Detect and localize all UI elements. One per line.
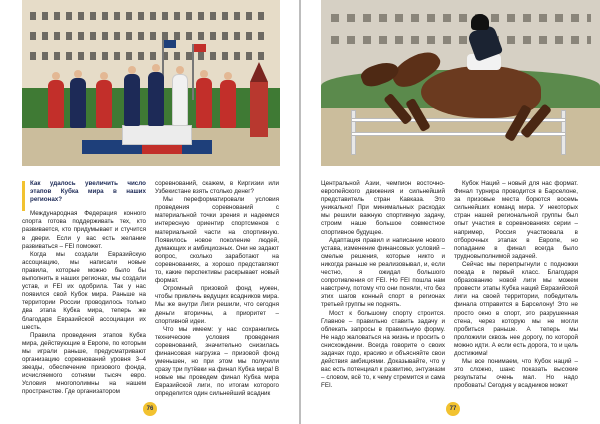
podium-photo (22, 0, 280, 166)
show-jumping-photo (321, 0, 600, 166)
left-column-1 (22, 180, 146, 396)
paragraph: Адаптация правил и написание нового устава, изменение финансовых условий – смелые решения, которые никто и никогда раньше не реализовывал, и, если честно, я ожидал большого сопротивления от FEI. Но FEI пошла нам навстречу, потому что они поняли, что без этих шагов конный спорт в регионах третьей группы не поднять. (321, 236, 445, 309)
paragraph: Мы переформатировали условия проведения соревнований с материальной точки зрения и надеемся интересную ориентир спортсменов с материальной части на спортивную. Появилось новое поколение людей, думающих и амбициозных. Они не задают вопрос, сколько заработают на соревнованиях, а хорошо представляют то, какие перспективы раскрывает новый формат. (155, 196, 279, 285)
paragraph: Что мы имеем: у нас сохранились технические условия проведения соревнований, значительно снизилась финансовая нагрузка – призовой фонд уменьшен, но при этом мы получили сразу три путёвки на финал Кубка мира! В новые мы проведем финал Кубка мира Евразийской лиги, по итогам которого определится один сильнейший всадник (155, 325, 279, 398)
paragraph: Когда мы создали Евразийскую ассоциацию, мы написали новые правила, которые можно было бы выполнить в наших регионах, мы создали устав, и FEI их одобрила. Так у нас появился свой Кубок мира. Раньше на территории России проводилось только два этапа Кубка мира, теперь же благодаря Евразийской ассоциации их шесть. (22, 250, 146, 331)
paragraph: Международная Федерация конного спорта готова поддерживать тех, кто развивается, кто придумывает и стучится в двери. Если у вас есть желание развиваться – FEI поможет. (22, 210, 146, 250)
left-column-2 (155, 180, 279, 399)
paragraph: Правила проведения этапов Кубка мира, действующие в Европе, по которым мы играли раньше, предусматривают организацию соревнований уровня 3–4 звезды, обеспечение призового фонда, исчисляемого сотнями тысяч евро. Условия многополимны на нашем пространстве. Где организатором (22, 331, 146, 396)
left-page (0, 0, 299, 424)
paragraph: соревнований, скажем, в Киргизии или Узбекистане взять столько денег? (155, 180, 279, 196)
paragraph: Мост к большому спорту строится. Главное – правильно ставить задачу и облекать запросы в правильную форму. Не надо жаловаться на жизнь и просить о снисхождении. Всегда говорите о своих задачах годо, красиво и объясняйте свои действия амбициями. Доказывайте, что у вас есть потенциал к развитию, энтузиазм – словом, всё то, к чему стремится и сама FEI. (321, 309, 445, 390)
right-column-1 (321, 180, 445, 390)
paragraph: Центральной Азии, чемпион восточно-европейского движения и сильнейший представитель стран Кавказа. Это уникально! При минимальных расходах мы решили важную спортивную задачу, строим наше большое совместное спортивное будущее. (321, 180, 445, 236)
page-number: 76 (143, 402, 157, 416)
right-page (301, 0, 600, 424)
paragraph: Огромный призовой фонд нужен, чтобы привлечь ведущих всадников мира. Мы же внутри Лиги решили, что сегодня деньги вторичны, а приоритет – спортивной идеи. (155, 285, 279, 325)
right-column-2 (454, 180, 578, 390)
page-number: 77 (446, 402, 460, 416)
interview-question: Как удалось увеличить число этапов Кубка мира в наших регионах? (22, 180, 146, 204)
paragraph: Кубок Наций – новый для нас формат. Финал турнира проводится в Барселоне, за призовые места борются восемь сильнейших команд мира. У некоторых стран нашей региональной группы был опыт участия в соревнованиях серии – например, Россия участвовала в отборочных этапах в Европе, но попадание в финал всегда было трудновыполнимой задачей. (454, 180, 578, 260)
paragraph: Сейчас мы перепрыгнули с подножки поезда в первый класс. Благодаря образованию новой лиги мы можем провести этапы Кубка наций Евразийской лиги на своей территории, победитель финала отправится в Барселону! Это не просто окно в спорт, это разрушенная стена, через которую мы не могли пробиться раньше. А теперь мы проложили сквозь нее дорогу, по которой можно идти. А если есть дорога, то и цель достижима! (454, 260, 578, 357)
paragraph: Мы все понимаем, что Кубок наций – это сложно, шанс показать высокие результаты очень мал. Но надо пробовать! Сегодня у всадников может (454, 358, 578, 390)
